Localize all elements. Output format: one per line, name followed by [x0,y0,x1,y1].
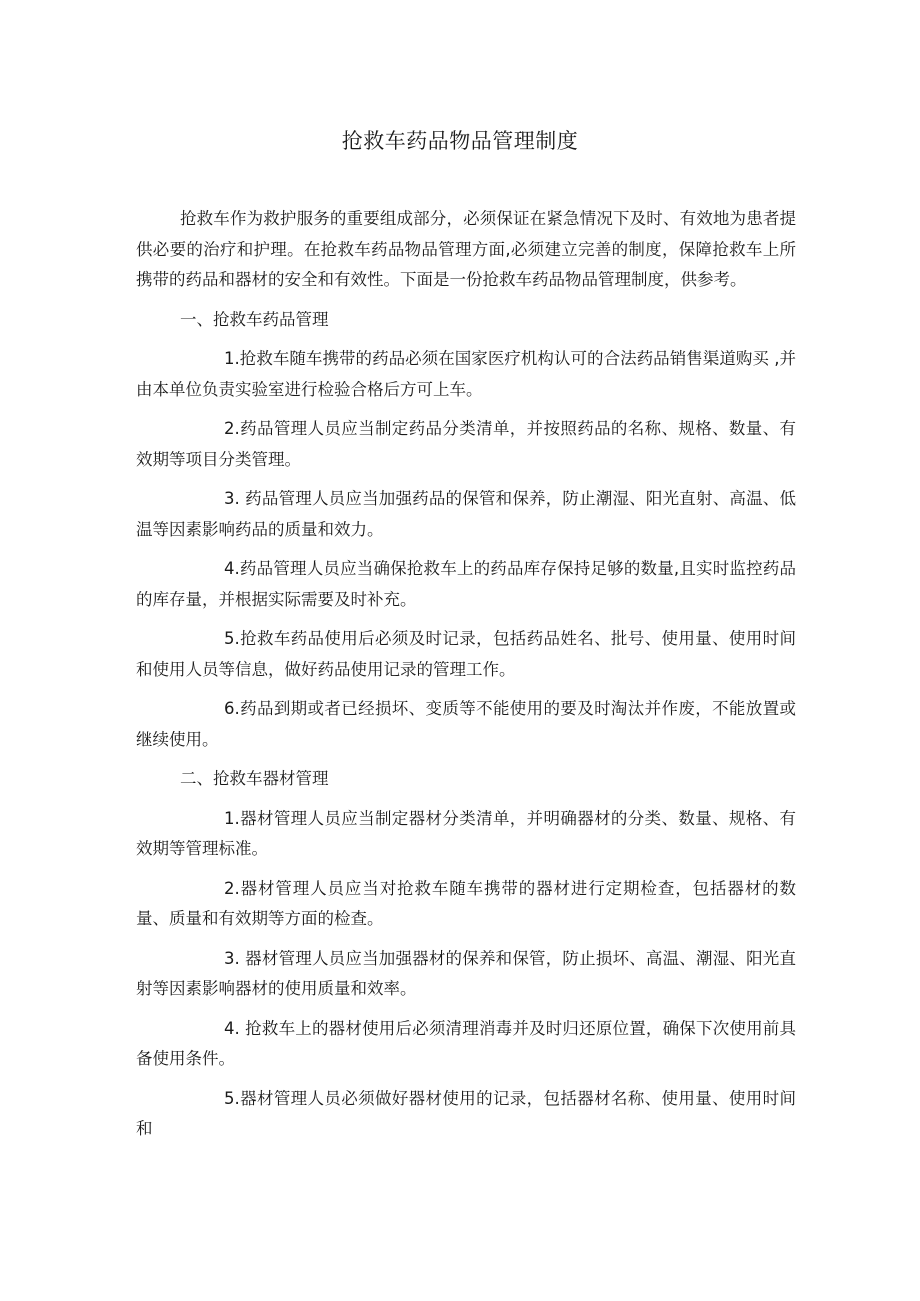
item-text: .抢救车随车携带的药品必须在国家医疗机构认可的合法药品销售渠道购买 ,并由本单位负责实验室进行检验合格后方可上车。 [136,349,796,399]
item-text: .器材管理人员应当对抢救车随车携带的器材进行定期检查，包括器材的数量、质量和有效期等方面的检查。 [136,878,796,928]
item-number: 3 [224,489,235,508]
item-number: 2 [224,419,235,438]
item-text: .药品到期或者已经损坏、变质等不能使用的要及时淘汰并作废，不能放置或继续使用。 [136,699,796,749]
document-title: 抢救车药品物品管理制度 [341,129,579,153]
item-number: 5 [224,629,235,648]
item-number: 2 [224,878,235,898]
equipment-rule-4 [136,1014,796,1075]
intro-paragraph: 抢救车作为救护服务的重要组成部分，必须保证在紧急情况下及时、有效地为患者提供必要的治疗和护理。在抢救车药品物品管理方面,必须建立完善的制度，保障抢救车上所携带的药品和器材的安全和有效性。下面是一份抢救车药品物品管理制度，供参考。 [136,209,796,289]
equipment-rule-5 [136,1084,796,1145]
item-text: .器材管理人员应当制定器材分类清单，并明确器材的分类、数量、规格、有效期等管理标准。 [136,808,796,858]
drug-rule-3 [136,484,796,545]
item-number: 1 [224,349,235,368]
item-text: . 器材管理人员应当加强器材的保养和保管，防止损坏、高温、潮湿、阳光直射等因素影响器材的使用质量和效率。 [136,948,796,998]
drug-rule-1 [136,344,796,405]
item-text: .抢救车药品使用后必须及时记录，包括药品姓名、批号、使用量、使用时间和使用人员等信息，做好药品使用记录的管理工作。 [136,629,796,679]
item-text: .药品管理人员应当制定药品分类清单，并按照药品的名称、规格、数量、有效期等项目分类管理。 [136,419,796,469]
equipment-rule-1 [136,804,796,865]
equipment-rule-2 [136,874,796,935]
item-number: 6 [224,699,235,718]
drug-rule-5 [136,624,796,685]
item-text: .药品管理人员应当确保抢救车上的药品库存保持足够的数量,且实时监控药品的库存量，并根据实际需要及时补充。 [136,559,796,609]
drug-rule-2 [136,414,796,475]
item-number: 3 [224,948,235,968]
section-heading-equipment: 二、抢救车器材管理 [180,769,329,788]
document-body [136,204,796,1154]
equipment-rule-3 [136,944,796,1005]
item-number: 4 [224,1018,235,1038]
section-heading-drugs: 一、抢救车药品管理 [180,309,329,329]
item-text: .器材管理人员必须做好器材使用的记录，包括器材名称、使用量、使用时间和 [136,1088,796,1138]
item-number: 4 [224,559,235,578]
item-text: . 药品管理人员应当加强药品的保管和保养，防止潮湿、阳光直射、高温、低温等因素影响药品的质量和效力。 [136,489,796,539]
item-number: 5 [224,1088,235,1108]
item-number: 1 [224,808,235,828]
drug-rule-4 [136,554,796,615]
item-text: . 抢救车上的器材使用后必须清理消毒并及时归还原位置，确保下次使用前具备使用条件。 [136,1018,796,1068]
drug-rule-6 [136,694,796,755]
